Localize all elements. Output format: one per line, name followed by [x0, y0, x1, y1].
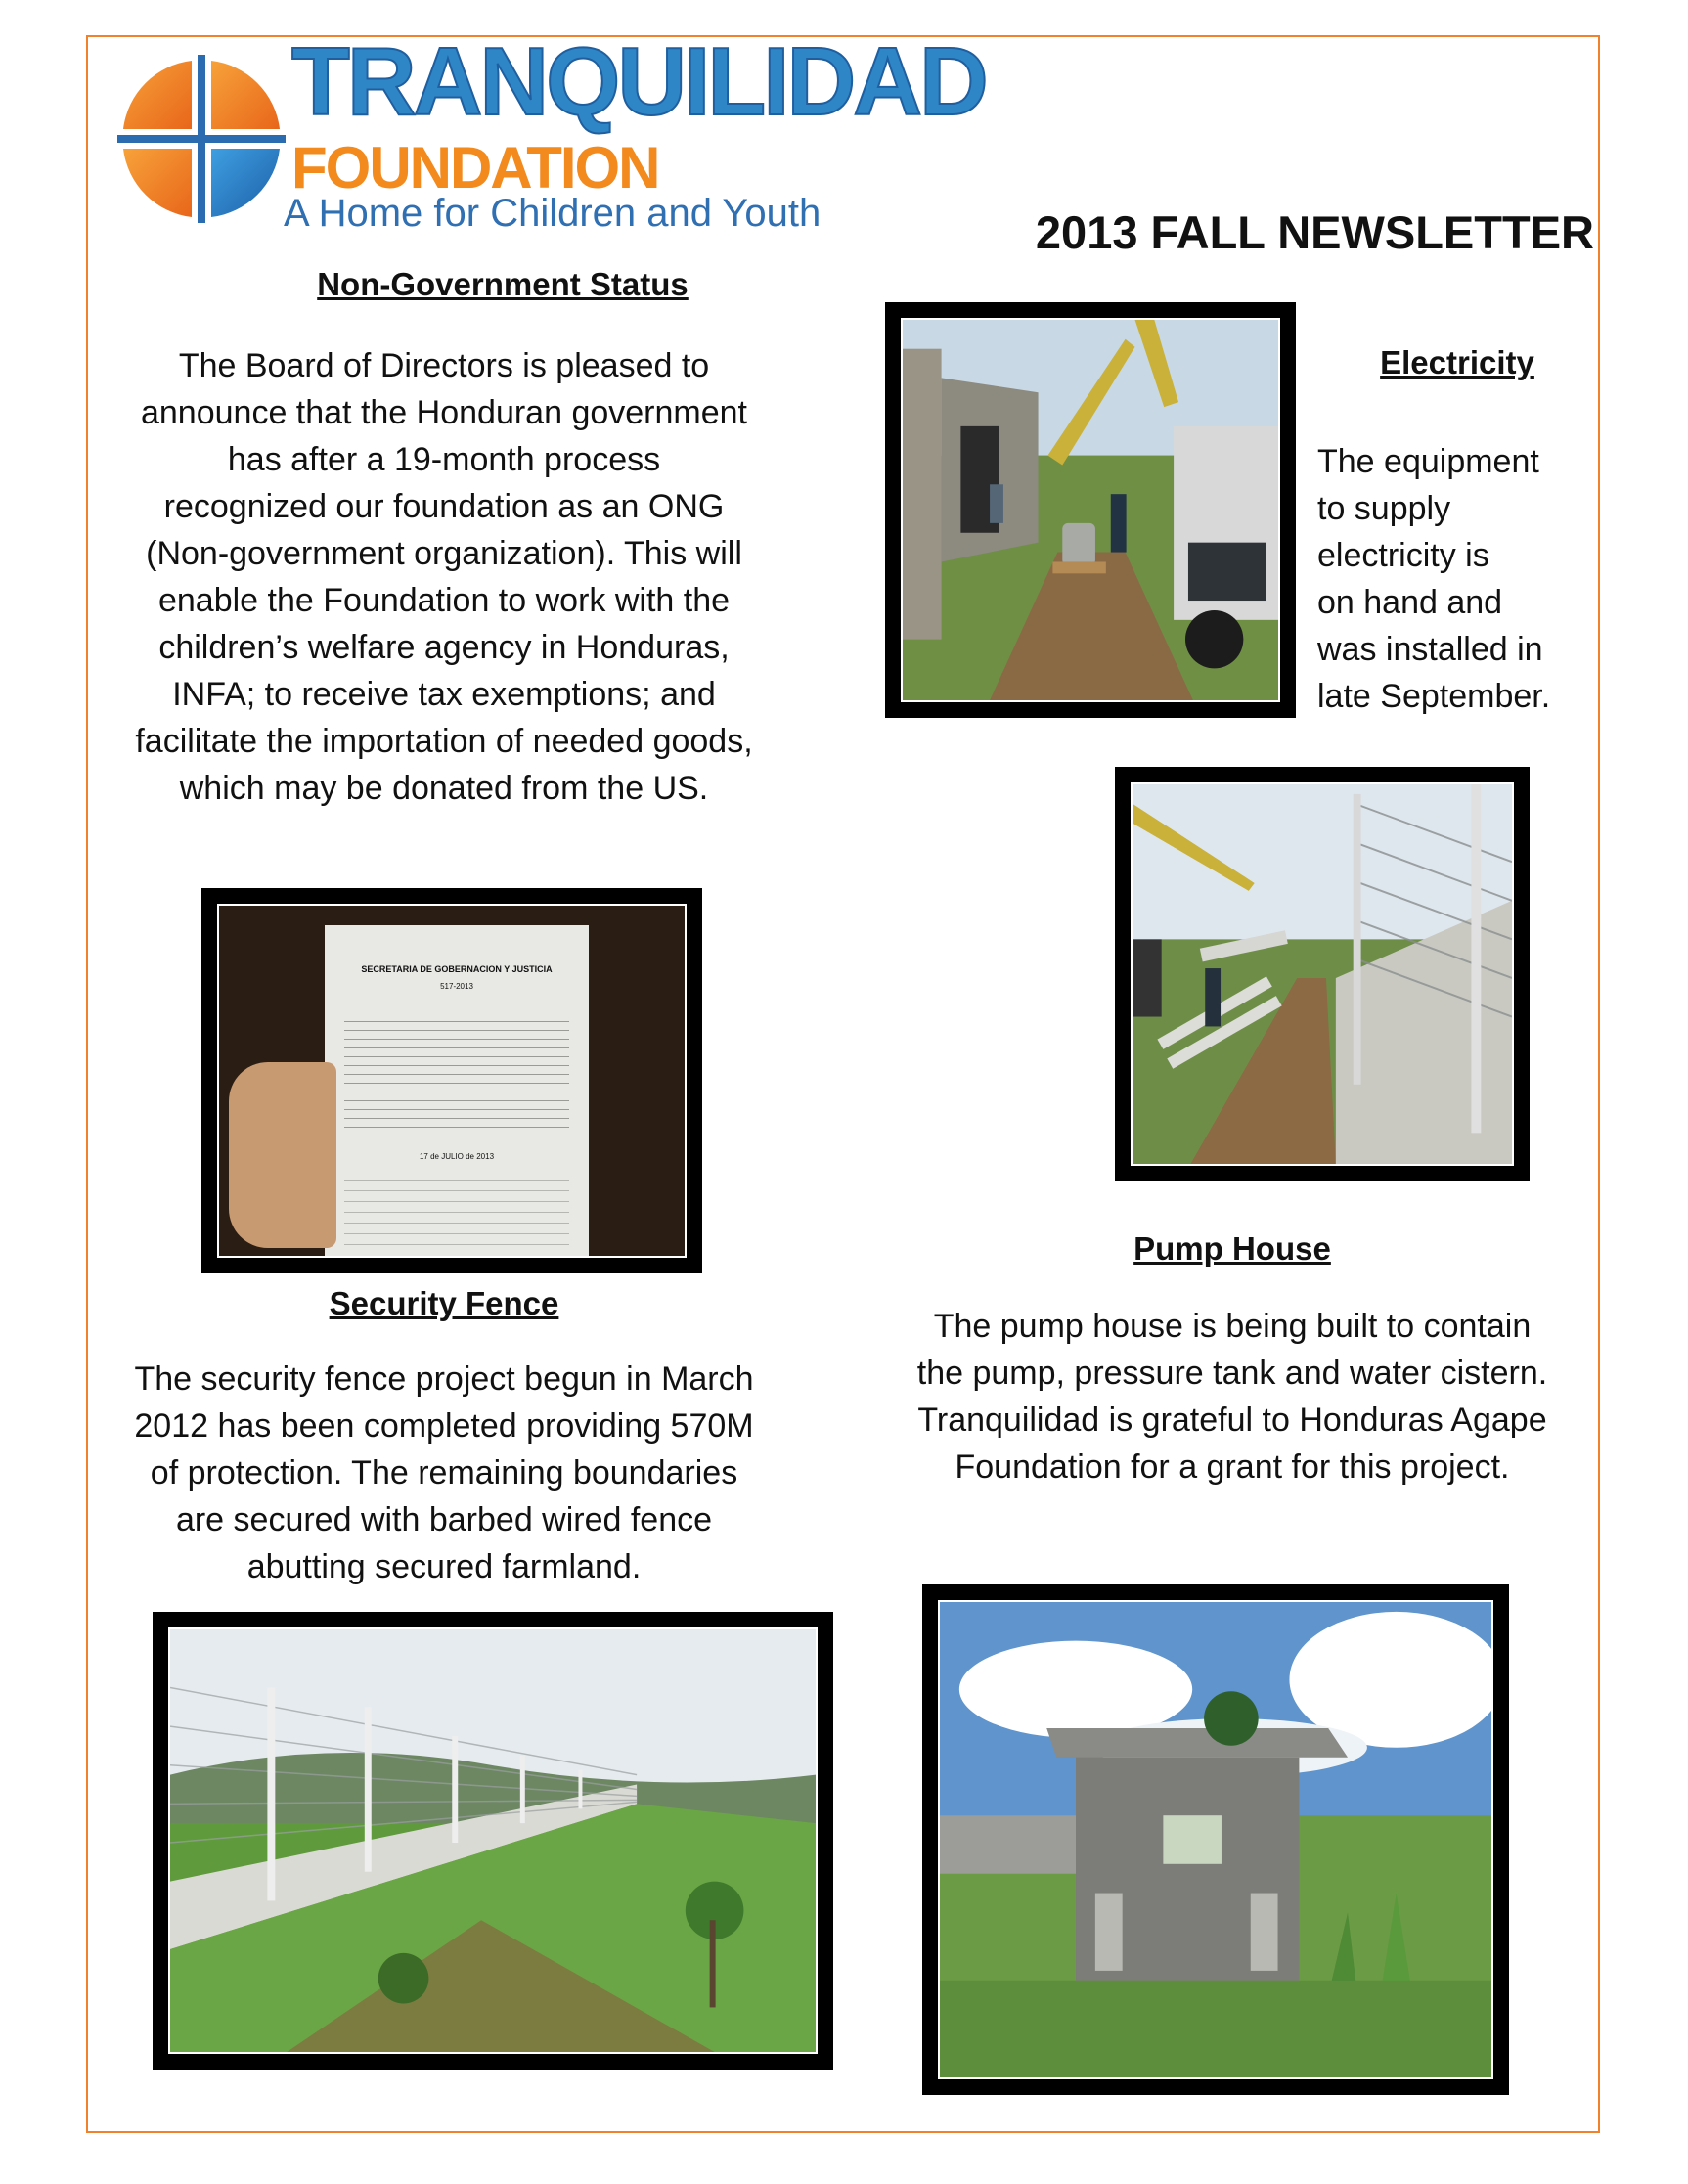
hand-holding-certificate [229, 1062, 336, 1248]
security-fence-line: The security fence project begun in March [134, 1360, 754, 1398]
pump-house-line: the pump, pressure tank and water cistern. [916, 1355, 1548, 1392]
ngo-line: (Non-government organization). This will [146, 535, 742, 572]
electricity-line: electricity is [1317, 537, 1489, 574]
ngo-line: announce that the Honduran government [140, 394, 747, 431]
logo-tranquilidad-text: TRANQUILIDAD [291, 27, 986, 135]
certificate-body-lines [344, 1013, 569, 1131]
electricity-heading: Electricity [1380, 344, 1534, 380]
ngo-certificate-photo [201, 888, 702, 1273]
ngo-heading: Non-Government Status [317, 266, 689, 302]
ngo-line: which may be donated from the US. [179, 770, 709, 807]
ngo-paragraph [98, 342, 790, 812]
certificate-number: 517-2013 [440, 982, 473, 991]
electricity-line: was installed in [1317, 631, 1543, 668]
ngo-line: children’s welfare agency in Honduras, [158, 629, 730, 666]
electricity-line: to supply [1317, 490, 1451, 527]
certificate-blank-lines [344, 1170, 569, 1248]
pump-house-line: Tranquilidad is grateful to Honduras Agape [917, 1402, 1547, 1439]
security-fence-line: of protection. The remaining boundaries [150, 1454, 738, 1492]
pump-house-line: The pump house is being built to contain [933, 1308, 1532, 1345]
electricity-line: late September. [1317, 678, 1551, 715]
ngo-line: recognized our foundation as an ONG [163, 488, 725, 525]
electricity-paragraph [1317, 438, 1591, 720]
logo-tagline: A Home for Children and Youth [284, 192, 822, 235]
security-fence-heading: Security Fence [329, 1285, 559, 1321]
electricity-line: on hand and [1317, 584, 1503, 621]
ngo-line: enable the Foundation to work with the [157, 582, 731, 619]
ngo-line: The Board of Directors is pleased to [178, 347, 710, 384]
security-fence-photo [153, 1612, 833, 2070]
certificate-paper [325, 925, 589, 1258]
ngo-line: facilitate the importation of needed goods, [135, 723, 753, 760]
pump-house-photo [922, 1584, 1509, 2095]
security-fence-line: are secured with barbed wired fence [175, 1501, 713, 1538]
pump-house-heading: Pump House [1133, 1230, 1331, 1267]
certificate-date: 17 de JULIO de 2013 [419, 1152, 495, 1161]
security-fence-line: abutting secured farmland. [246, 1548, 642, 1585]
pump-house-line: Foundation for a grant for this project. [955, 1449, 1510, 1486]
newsletter-title: 2013 FALL NEWSLETTER [1035, 206, 1594, 258]
electricity-line: The equipment [1317, 443, 1539, 480]
crane-fence-photo [1115, 767, 1530, 1181]
ngo-line: has after a 19-month process [227, 441, 661, 478]
cross-globe-icon [113, 51, 289, 227]
ngo-line: INFA; to receive tax exemptions; and [172, 676, 716, 713]
pump-house-paragraph [880, 1303, 1584, 1491]
logo-foundation-text: FOUNDATION [291, 135, 659, 201]
electricity-photo [885, 302, 1296, 718]
security-fence-line: 2012 has been completed providing 570M [134, 1407, 754, 1445]
security-fence-paragraph [98, 1356, 790, 1590]
certificate-title: SECRETARIA DE GOBERNACION Y JUSTICIA [361, 964, 553, 974]
